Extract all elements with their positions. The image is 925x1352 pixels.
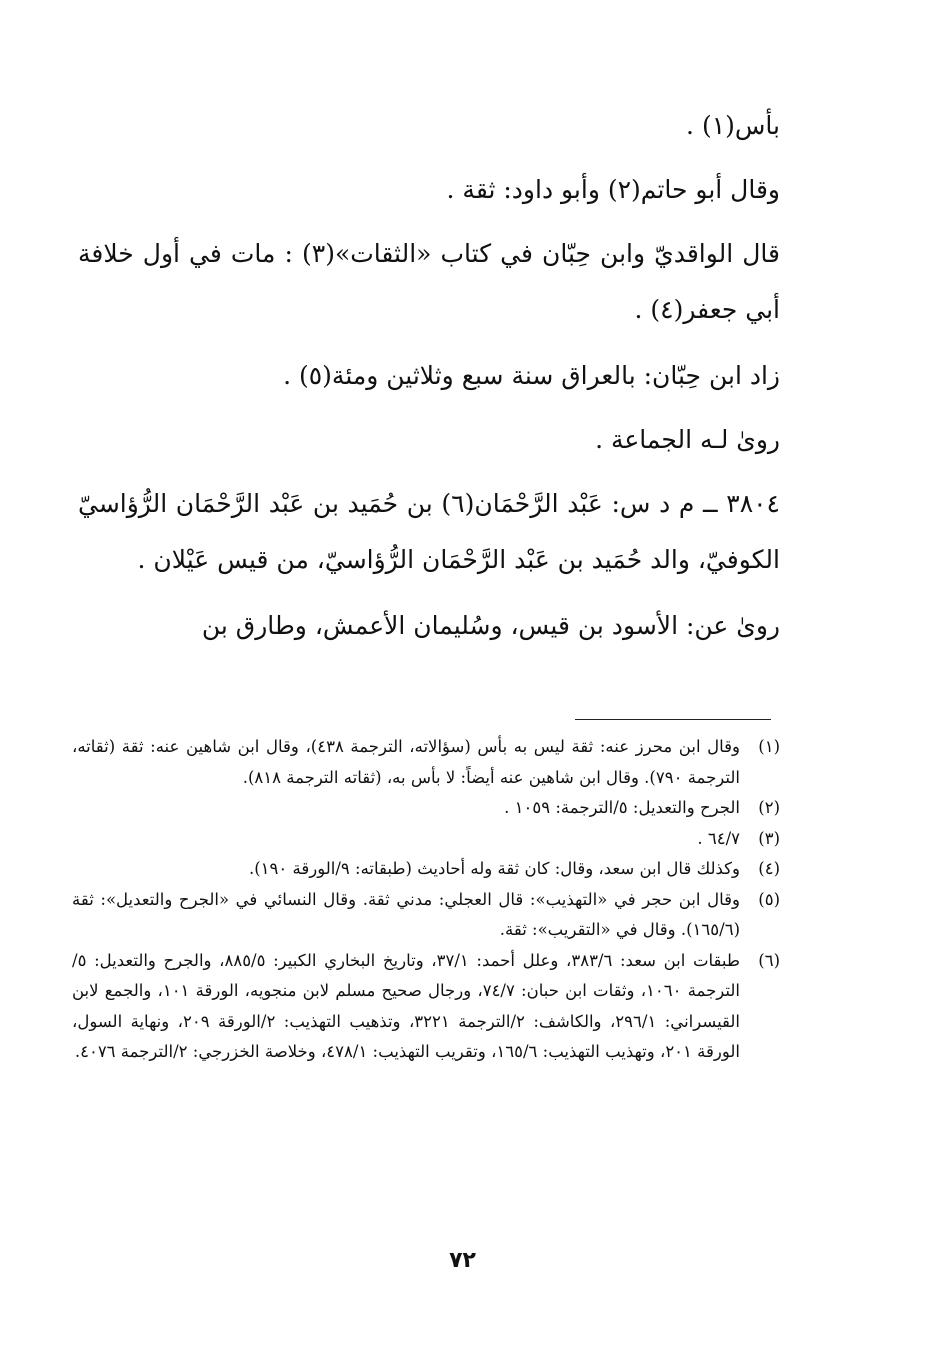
paragraph-2: وقال أبو حاتم(٢) وأبو داود: ثقة .: [446, 175, 780, 204]
paragraph-1: بأس(١) .: [686, 111, 780, 140]
footnote-text: الجرح والتعديل: ٥/الترجمة: ١٠٥٩ .: [504, 798, 740, 817]
footnote-3: [72, 824, 780, 855]
footnote-separator: [575, 719, 771, 720]
footnote-2: [72, 793, 780, 824]
footnote-number: (١): [758, 737, 780, 756]
footnote-text: طبقات ابن سعد: ٣٨٣/٦، وعلل أحمد: ٣٧/١، وتاريخ البخاري الكبير: ٨٨٥/٥، والجرح والتعديل: ٥/الترجمة ١٠٦٠، وثقات ابن حبان: ٧٤/٧، ورجال صحيح مسلم لابن منجويه، الورقة ١٠١، والجمع لابن القيسراني: ٢٩٦/١، والكاشف: ٢/الترجمة ٣٢٢١، وتذهيب التهذيب: ٢/الورقة ٢٠٩، ونهاية السول، الورقة ٢٠١، وتهذيب التهذيب: ١٦٥/٦، وتقريب التهذيب: ٤٧٨/١، وخلاصة الخزرجي: ٢/الترجمة ٤٠٧٦.: [72, 950, 741, 1061]
page-number: ٧٢: [449, 1248, 476, 1273]
footnote-number: (٦): [758, 950, 780, 970]
footnote-number: (٢): [758, 798, 780, 817]
footnote-text: وقال ابن حجر في «التهذيب»: قال العجلي: مدني ثقة. وقال النسائي في «الجرح والتعديل»: ثقة (١٦٥/٦). وقال في «التقريب»: ثقة.: [72, 889, 740, 939]
footnote-number: (٥): [758, 889, 780, 909]
main-text: [78, 98, 780, 664]
paragraph-4: زاد ابن حِبّان: بالعراق سنة سبع وثلاثين ومئة(٥) .: [283, 361, 780, 390]
footnote-text: وقال ابن محرز عنه: ثقة ليس به بأس (سؤالاته، الترجمة ٤٣٨)، وقال ابن شاهين عنه: ثقة (ثقاته، الترجمة ٧٩٠). وقال ابن شاهين عنه أيضاً: لا بأس به، (ثقاته الترجمة ٨١٨).: [72, 737, 740, 787]
footnote-5: [72, 885, 780, 946]
footnote-number: (٣): [758, 828, 780, 848]
footnote-text: ٦٤/٧ .: [697, 828, 740, 848]
paragraph-5: روىٰ لـه الجماعة .: [595, 425, 780, 454]
footnote-text: وكذلك قال ابن سعد، وقال: كان ثقة وله أحاديث (طبقاته: ٩/الورقة ١٩٠).: [248, 859, 740, 878]
entry-3804: ٣٨٠٤ ــ م د س: عَبْد الرَّحْمَان(٦) بن حُمَيد بن عَبْد الرَّحْمَان الرُّؤاسيّ الكوفيّ، والد حُمَيد بن عَبْد الرَّحْمَان الرُّؤاسيّ، من قيس عَيْلان .: [78, 489, 780, 574]
paragraph-3: قال الواقديّ وابن حِبّان في كتاب «الثقات»(٣) : مات في أول خلافة أبي جعفر(٤) .: [78, 239, 780, 324]
paragraph-narrated-from: روىٰ عن: الأسود بن قيس، وسُليمان الأعمش، وطارق بن: [201, 611, 780, 640]
footnote-4: [72, 854, 780, 885]
footnotes: [72, 732, 780, 1068]
footnote-1: [72, 732, 780, 793]
footnote-6: [72, 946, 780, 1068]
footnote-number: (٤): [758, 859, 780, 878]
